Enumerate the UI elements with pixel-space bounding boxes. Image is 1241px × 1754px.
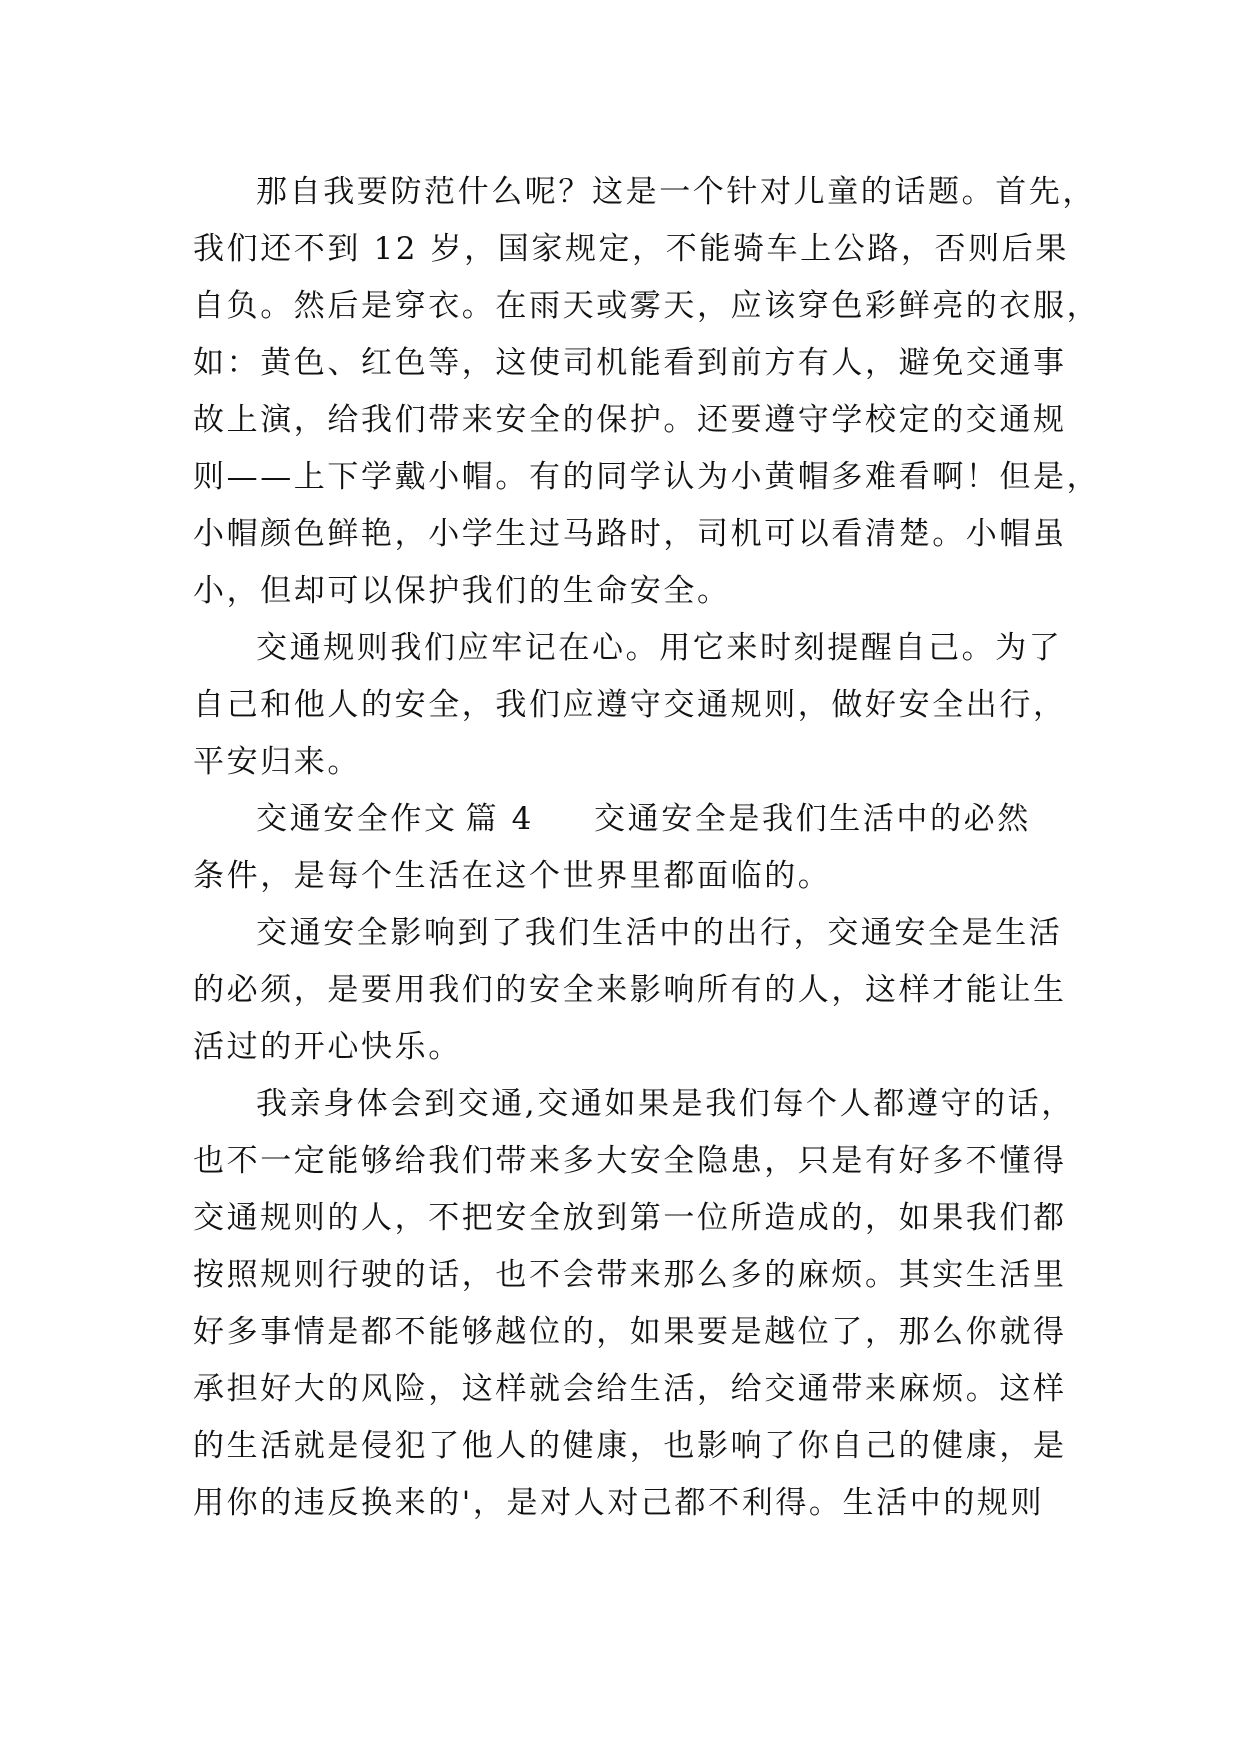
- text-line: 活过的开心快乐。: [193, 1029, 462, 1065]
- text-line: 小帽颜色鲜艳，小学生过马路时，司机可以看清楚。小帽虽: [193, 516, 1067, 552]
- text-line: 则——上下学戴小帽。有的同学认为小黄帽多难看啊！但是，: [193, 459, 1101, 495]
- text-line: 自己和他人的安全，我们应遵守交通规则，做好安全出行，: [193, 687, 1067, 723]
- text-line: 承担好大的风险，这样就会给生活，给交通带来麻烦。这样: [193, 1371, 1067, 1407]
- text-line: 好多事情是都不能够越位的，如果要是越位了，那么你就得: [193, 1314, 1067, 1350]
- text-line: 小，但却可以保护我们的生命安全。: [193, 573, 731, 609]
- section-heading-line: [256, 794, 1136, 844]
- section-number: 篇 4: [465, 801, 534, 837]
- text-line: 我们还不到 12 岁，国家规定，不能骑车上公路，否则后果: [193, 231, 1069, 267]
- text-line: 交通安全影响到了我们生活中的出行，交通安全是生活: [256, 915, 1063, 951]
- text-line: 交通规则我们应牢记在心。用它来时刻提醒自己。为了: [256, 630, 1063, 666]
- text-line: 的生活就是侵犯了他人的健康，也影响了你自己的健康，是: [193, 1428, 1067, 1464]
- text-line: 自负。然后是穿衣。在雨天或雾天，应该穿色彩鲜亮的衣服，: [193, 288, 1101, 324]
- text-line: 如：黄色、红色等，这使司机能看到前方有人，避免交通事: [193, 345, 1067, 381]
- text-line: 的必须，是要用我们的安全来影响所有的人，这样才能让生: [193, 972, 1067, 1008]
- text-line: 故上演，给我们带来安全的保护。还要遵守学校定的交通规: [193, 402, 1067, 438]
- text-line: 也不一定能够给我们带来多大安全隐患，只是有好多不懂得: [193, 1143, 1067, 1179]
- text-line: 我亲身体会到交通,交通如果是我们每个人都遵守的话，: [256, 1086, 1075, 1122]
- text-line: 平安归来。: [193, 744, 361, 780]
- text-line: 按照规则行驶的话，也不会带来那么多的麻烦。其实生活里: [193, 1257, 1067, 1293]
- text-line: 条件，是每个生活在这个世界里都面临的。: [193, 858, 832, 894]
- text-line: 交通规则的人，不把安全放到第一位所造成的，如果我们都: [193, 1200, 1067, 1236]
- text-line: 那自我要防范什么呢？这是一个针对儿童的话题。首先，: [256, 174, 1096, 210]
- section-title: 交通安全作文: [256, 801, 458, 837]
- text-line: 用你的违反换来的'，是对人对己都不利得。生活中的规则: [193, 1485, 1045, 1521]
- section-first-sentence: 交通安全是我们生活中的必然: [594, 801, 1031, 837]
